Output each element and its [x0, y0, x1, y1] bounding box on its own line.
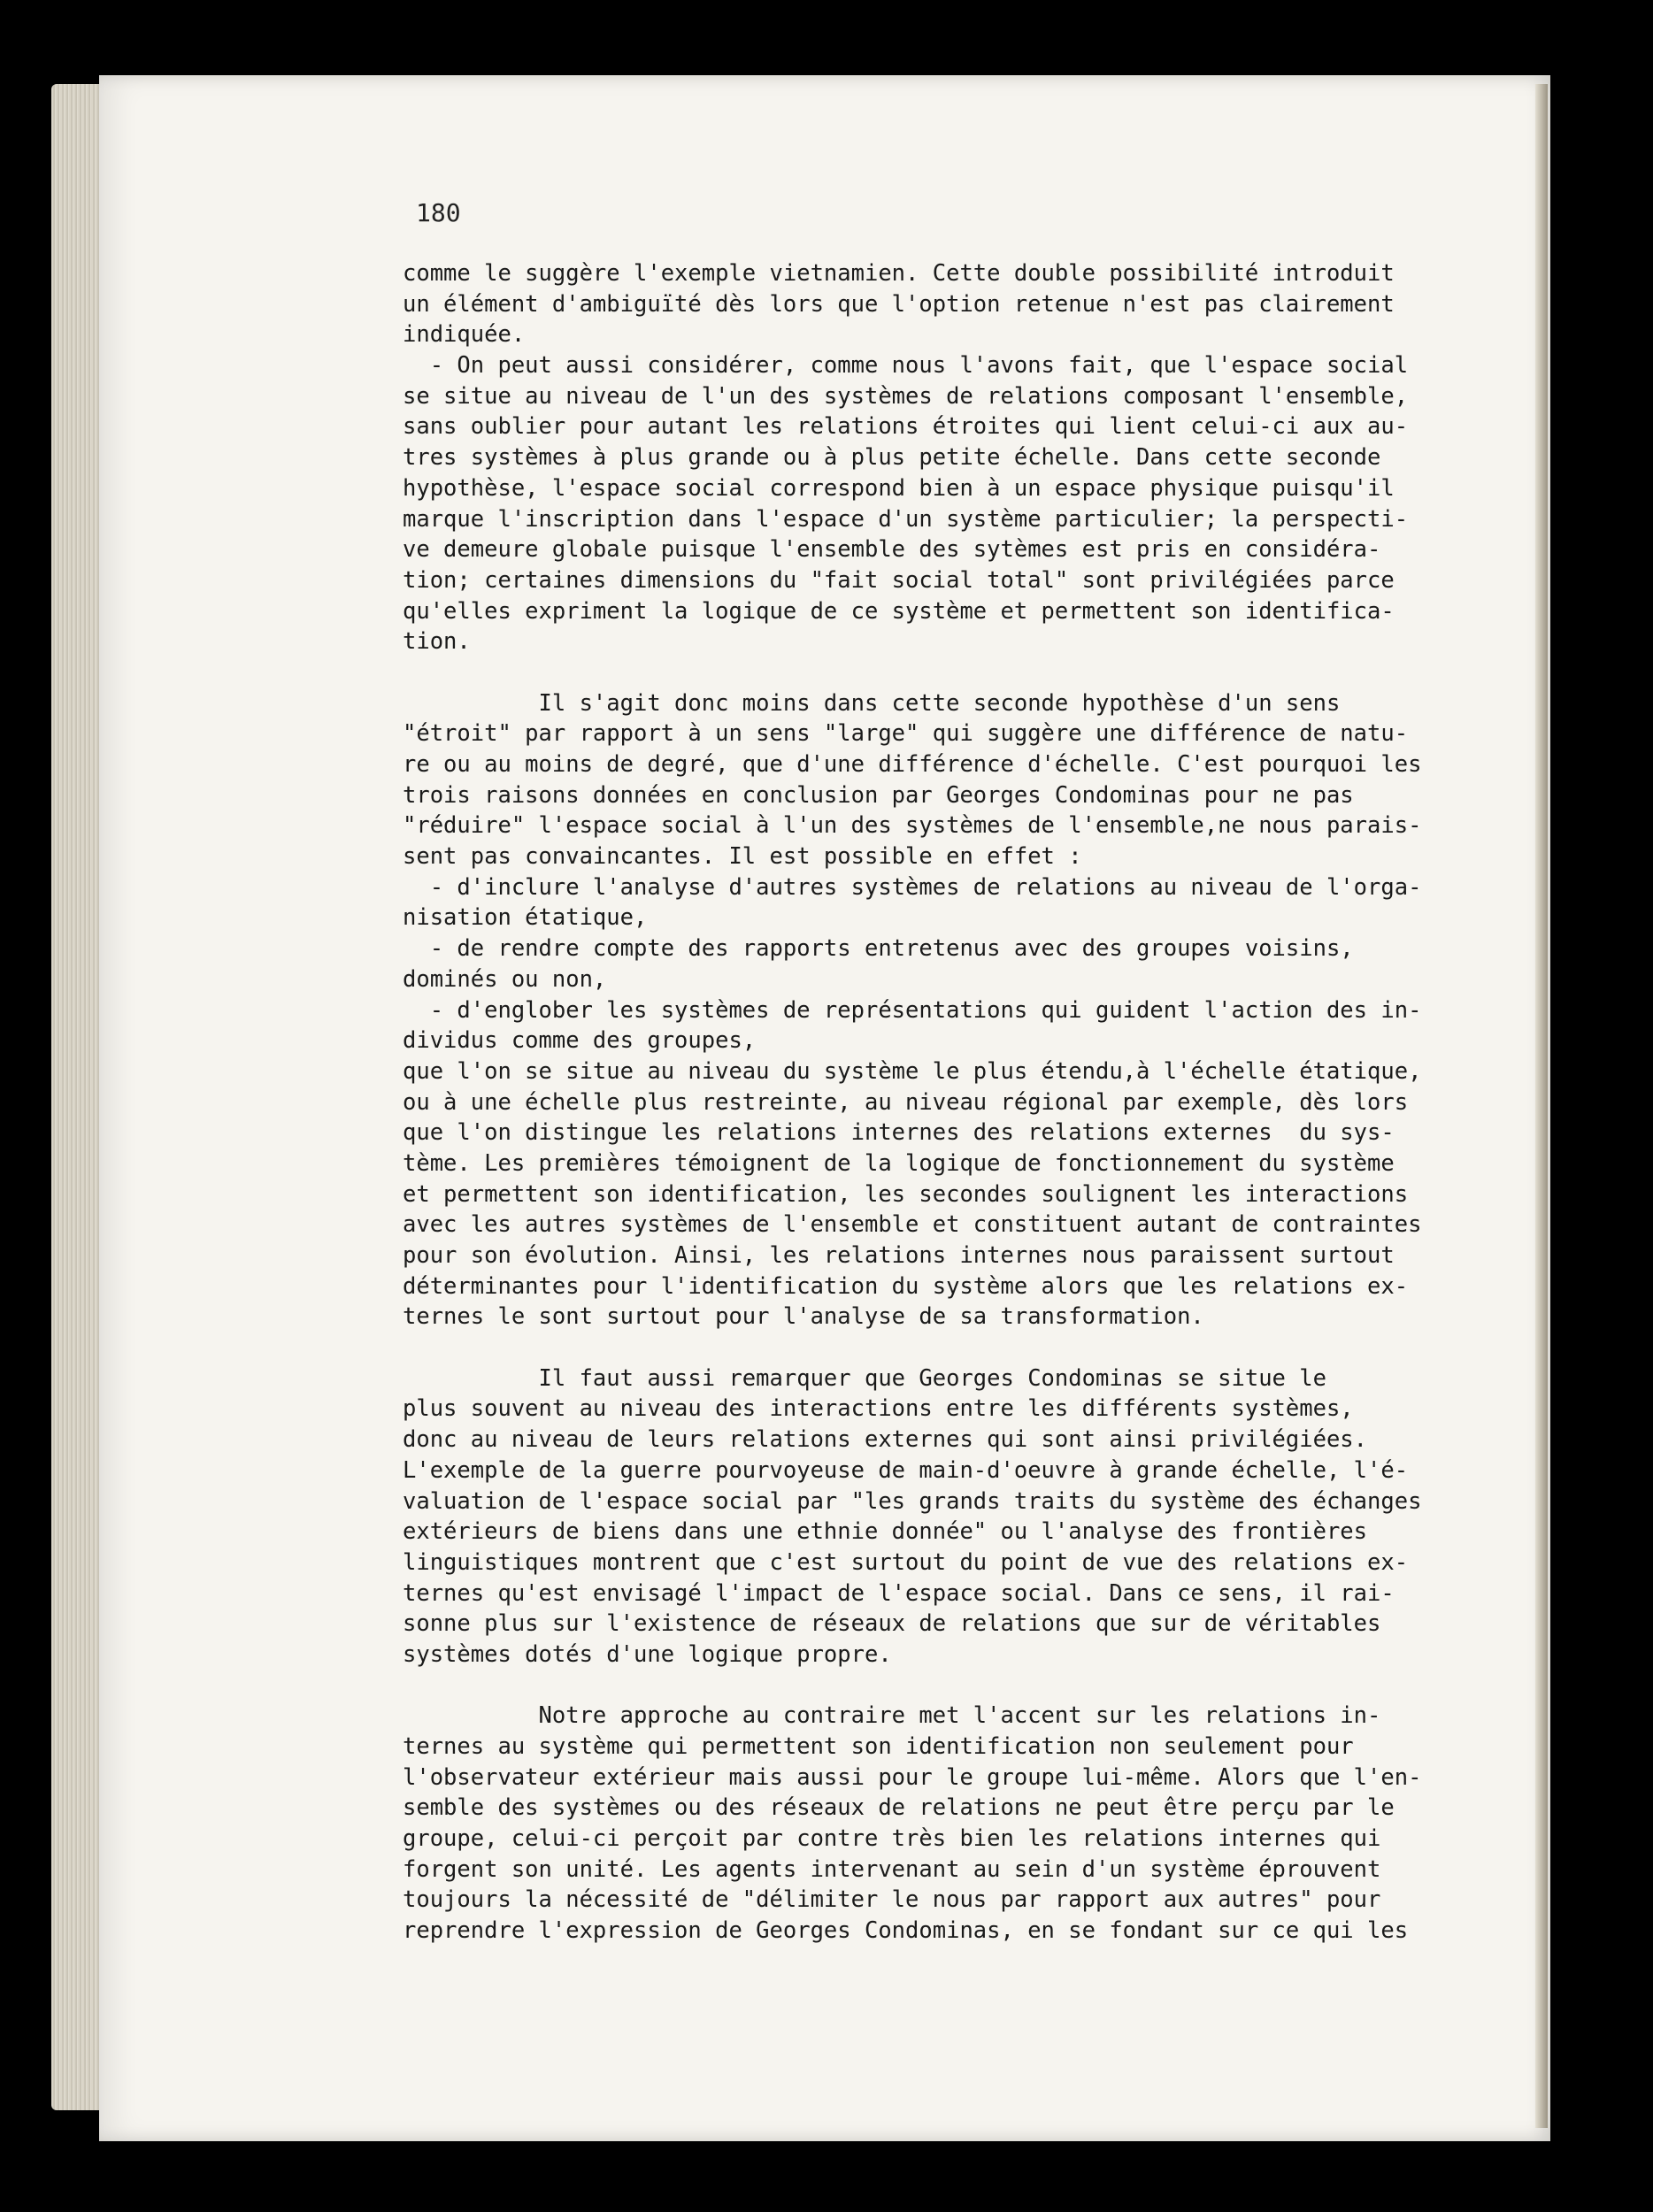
text-line: ou à une échelle plus restreinte, au niveau régional par exemple, dès lors: [403, 1088, 1409, 1116]
paragraph: [403, 1701, 1465, 1947]
text-line: sent pas convaincantes. Il est possible en effet :: [403, 843, 1082, 871]
text-line: un élément d'ambiguïté dès lors que l'option retenue n'est pas clairement: [403, 290, 1395, 318]
text-line: ve demeure globale puisque l'ensemble des sytèmes est pris en considéra-: [403, 536, 1381, 564]
page-gutter-shadow: [1535, 84, 1548, 2128]
paragraph-gap: [403, 1671, 1465, 1701]
text-line: dividus comme des groupes,: [403, 1027, 757, 1055]
text-line: tème. Les premières témoignent de la logique de fonctionnement du système: [403, 1149, 1395, 1177]
paragraph: [403, 1363, 1465, 1671]
text-line: "étroit" par rapport à un sens "large" qui suggère une différence de natu-: [403, 720, 1409, 748]
text-line: que l'on se situe au niveau du système le plus étendu,à l'échelle étatique,: [403, 1057, 1422, 1085]
text-line: - de rendre compte des rapports entretenus avec des groupes voisins,: [403, 935, 1354, 963]
text-line: linguistiques montrent que c'est surtout du point de vue des relations ex-: [403, 1548, 1409, 1576]
text-line: et permettent son identification, les secondes soulignent les interactions: [403, 1180, 1409, 1208]
text-line: Il s'agit donc moins dans cette seconde hypothèse d'un sens: [403, 689, 1341, 717]
text-line: systèmes dotés d'une logique propre.: [403, 1640, 892, 1668]
text-line: tion; certaines dimensions du "fait social total" sont privilégiées parce: [403, 566, 1395, 594]
text-line: tres systèmes à plus grande ou à plus petite échelle. Dans cette seconde: [403, 444, 1381, 472]
text-line: Il faut aussi remarquer que Georges Condominas se situe le: [403, 1364, 1326, 1392]
text-line: valuation de l'espace social par "les grands traits du système des échanges: [403, 1487, 1422, 1515]
text-line: ternes au système qui permettent son identification non seulement pour: [403, 1733, 1354, 1760]
text-line: semble des systèmes ou des réseaux de relations ne peut être perçu par le: [403, 1794, 1395, 1822]
text-line: sans oublier pour autant les relations étroites qui lient celui-ci aux au-: [403, 413, 1409, 441]
text-line: ternes le sont surtout pour l'analyse de sa transformation.: [403, 1303, 1204, 1331]
book-page-edges: [51, 84, 104, 2110]
text-line: reprendre l'expression de Georges Condominas, en se fondant sur ce qui les: [403, 1917, 1409, 1945]
text-line: pour son évolution. Ainsi, les relations internes nous paraissent surtout: [403, 1242, 1395, 1269]
text-line: - d'englober les systèmes de représentations qui guident l'action des in-: [403, 996, 1422, 1024]
text-line: "réduire" l'espace social à l'un des systèmes de l'ensemble,ne nous parais-: [403, 812, 1422, 840]
text-line: indiquée.: [403, 321, 526, 349]
text-line: re ou au moins de degré, que d'une différence d'échelle. C'est pourquoi les: [403, 751, 1422, 778]
paragraph: [403, 258, 1465, 657]
paragraph: [403, 688, 1465, 1333]
text-line: - d'inclure l'analyse d'autres systèmes de relations au niveau de l'orga-: [403, 873, 1422, 901]
text-line: se situe au niveau de l'un des systèmes de relations composant l'ensemble,: [403, 382, 1409, 410]
text-line: marque l'inscription dans l'espace d'un système particulier; la perspecti-: [403, 505, 1409, 533]
text-line: trois raisons données en conclusion par Georges Condominas pour ne pas: [403, 781, 1354, 809]
text-line: ternes qu'est envisagé l'impact de l'espace social. Dans ce sens, il rai-: [403, 1579, 1395, 1607]
text-line: groupe, celui-ci perçoit par contre très bien les relations internes qui: [403, 1825, 1381, 1853]
text-line: L'exemple de la guerre pourvoyeuse de main-d'oeuvre à grande échelle, l'é-: [403, 1456, 1409, 1484]
text-line: nisation étatique,: [403, 904, 648, 932]
text-line: extérieurs de biens dans une ethnie donnée" ou l'analyse des frontières: [403, 1518, 1368, 1546]
text-line: Notre approche au contraire met l'accent sur les relations in-: [403, 1702, 1381, 1730]
text-line: dominés ou non,: [403, 965, 607, 993]
text-line: donc au niveau de leurs relations externes qui sont ainsi privilégiées.: [403, 1426, 1368, 1454]
text-line: - On peut aussi considérer, comme nous l'avons fait, que l'espace social: [403, 352, 1409, 380]
text-line: que l'on distingue les relations internes des relations externes du sys-: [403, 1119, 1395, 1147]
text-line: qu'elles expriment la logique de ce système et permettent son identifica-: [403, 597, 1395, 625]
text-line: avec les autres systèmes de l'ensemble et constituent autant de contraintes: [403, 1211, 1422, 1239]
text-line: hypothèse, l'espace social correspond bien à un espace physique puisqu'il: [403, 474, 1395, 502]
text-line: l'observateur extérieur mais aussi pour le groupe lui-même. Alors que l'en-: [403, 1763, 1422, 1791]
text-line: plus souvent au niveau des interactions entre les différents systèmes,: [403, 1395, 1354, 1423]
text-line: sonne plus sur l'existence de réseaux de relations que sur de véritables: [403, 1610, 1381, 1638]
text-line: déterminantes pour l'identification du système alors que les relations ex-: [403, 1272, 1409, 1300]
page-number: 180: [416, 198, 461, 227]
body-text: [403, 258, 1465, 1947]
paragraph-gap: [403, 1333, 1465, 1363]
paragraph-gap: [403, 657, 1465, 688]
text-line: tion.: [403, 628, 471, 656]
text-line: forgent son unité. Les agents intervenant au sein d'un système éprouvent: [403, 1855, 1381, 1883]
text-line: comme le suggère l'exemple vietnamien. Cette double possibilité introduit: [403, 260, 1395, 287]
text-line: toujours la nécessité de "délimiter le nous par rapport aux autres" pour: [403, 1886, 1381, 1914]
